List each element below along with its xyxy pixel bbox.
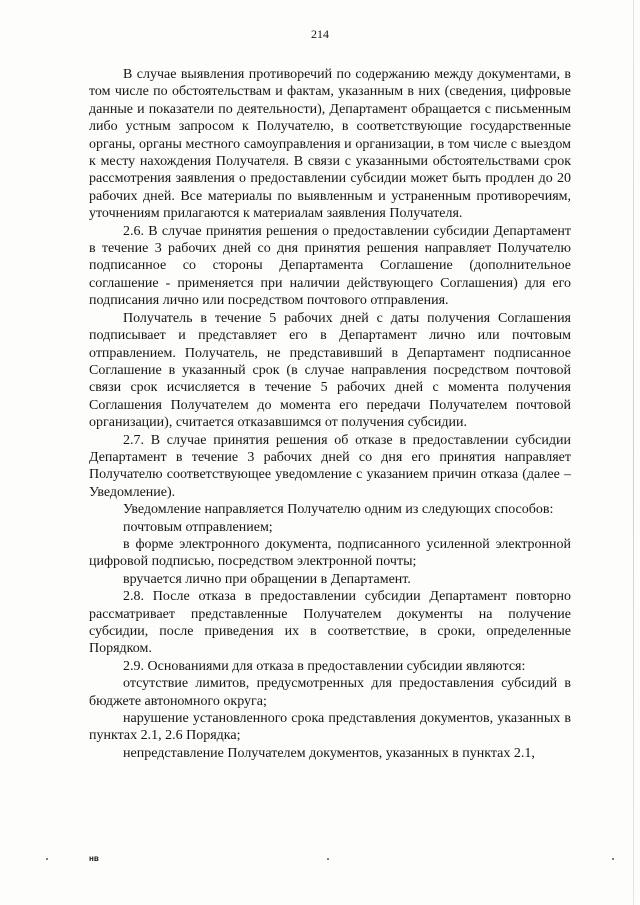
list-item-electronic: в форме электронного документа, подписанного усиленной электронной цифровой подписью, посредством электронной почты; [89,536,571,570]
scan-speck [612,858,614,860]
paragraph-2-6: 2.6. В случае принятия решения о предоставлении субсидии Департамент в течение 3 рабочих дней со дня принятия решения направляет Получателю подписанное со стороны Департамента Соглашение (дополнительное соглашение - применяется при наличии действующего Соглашения) для его подписания лично или посредством почтового отправления. [89,223,571,309]
list-item-no-limits: отсутствие лимитов, предусмотренных для предоставления субсидий в бюджете автономного округа; [89,676,571,709]
page-edge [633,0,634,905]
paragraph-notification-methods: Уведомление направляется Получателю одним из следующих способов: [123,502,554,518]
footer-initials: нв [89,854,99,863]
list-item-deadline: нарушение установленного срока представления документов, указанных в пунктах 2.1, 2.6 Порядка; [89,711,571,744]
list-item-in-person: вручается лично при обращении в Департамент. [123,571,411,587]
document-body [89,66,571,762]
paragraph-recipient-signing: Получатель в течение 5 рабочих дней с даты получения Соглашения подписывает и представляет его в Департамент лично или почтовым отправлением. Получатель, не представивший в Департамент подписанное Соглашение в указанный срок (в случае направления посредством почтовой связи срок исчисляется в течение 5 рабочих дней с момента получения Соглашения Получателем до момента его передачи Получателем почтовой организации), считается отказавшимся от получения субсидии. [89,310,571,431]
scan-speck [327,858,329,860]
paragraph-contradictions: В случае выявления противоречий по содержанию между документами, в том числе по обстоятельствам и фактам, указанным в них (сведения, цифровые данные и показатели по деятельности), Департамент обращается с письменным либо устным запросом к Получателю, в соответствующие государственные органы, органы местного самоуправления и организации, в том числе с выездом к месту нахождения Получателя. В связи с указанными обстоятельствами срок рассмотрения заявления о предоставлении субсидии может быть продлен до 20 рабочих дней. Все материалы по выявленным и устраненным противоречиям, уточнениям прилагаются к материалам заявления Получателя. [89,67,571,222]
scan-speck [46,858,48,860]
page-number: 214 [311,27,329,41]
paragraph-2-8: 2.8. После отказа в предоставлении субсидии Департамент повторно рассматривает представленные Получателем документы на получение субсидии, после приведения их в соответствие, в сроки, определенные Порядком. [89,589,571,657]
list-item-postal: почтовым отправлением; [123,519,273,535]
paragraph-2-7: 2.7. В случае принятия решения об отказе в предоставлении субсидии Департамент в течение 3 рабочих дней со дня его принятия направляет Получателю соответствующее уведомление с указанием причин отказа (далее – Уведомление). [89,432,571,500]
list-item-missing-documents: непредставление Получателем документов, указанных в пунктах 2.1, [123,745,535,761]
paragraph-2-9: 2.9. Основаниями для отказа в предоставлении субсидии являются: [123,658,526,674]
